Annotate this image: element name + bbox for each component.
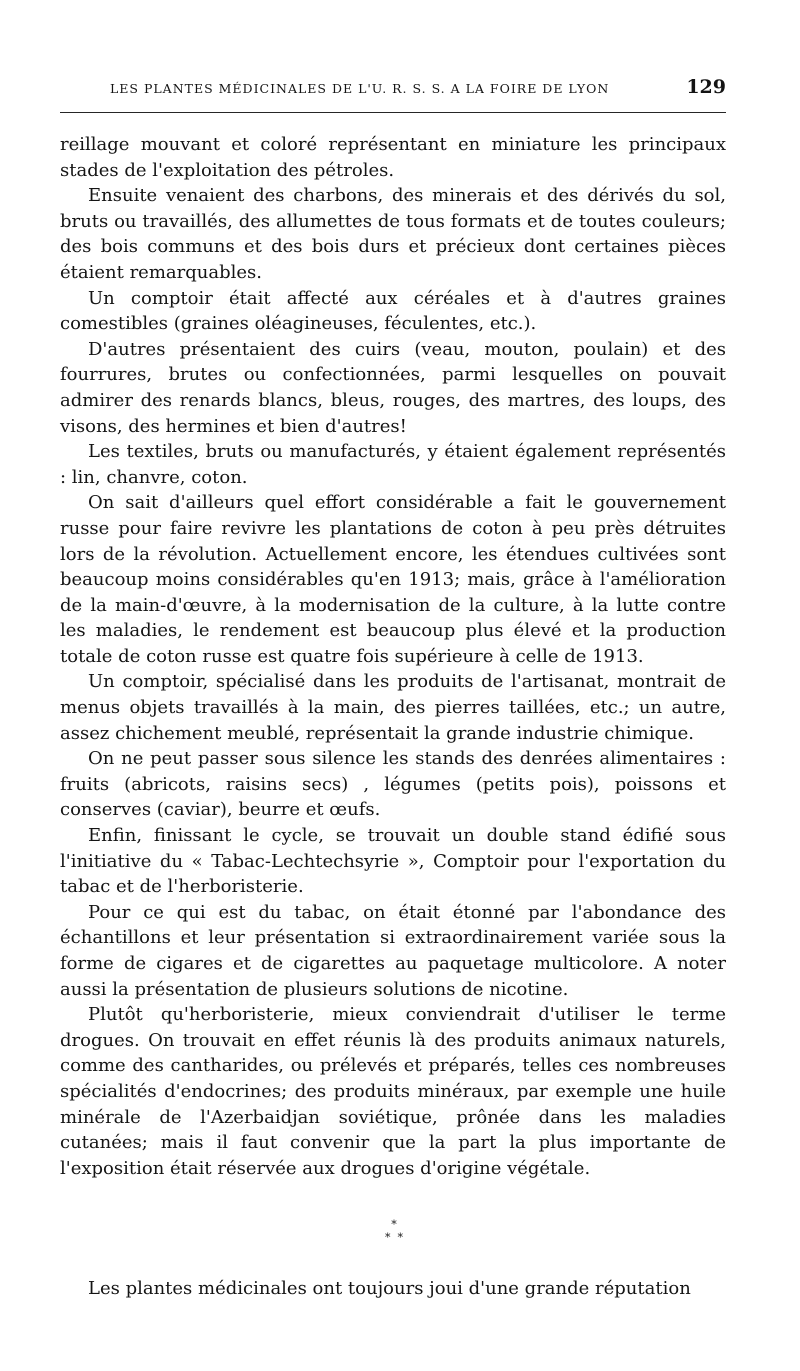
- running-head: [110, 76, 726, 106]
- paragraph-furs: D'autres présentaient des cuirs (veau, mouton, poulain) et des fourrures, brutes ou confectionnées, parmi lesquelles on pouvait admirer des renards blancs, bleus, rouges, des martres, des loups, des visons, des hermines et bien d'autres!: [60, 338, 726, 437]
- paragraph-cereals: Un comptoir était affecté aux céréales et à d'autres graines comestibles (graines oléagineuses, féculentes, etc.).: [60, 287, 726, 335]
- paragraph-crafts: Un comptoir, spécialisé dans les produits de l'artisanat, montrait de menus objets travaillés à la main, des pierres taillées, etc.; un autre, assez chichement meublé, représentait la grande industrie chimique.: [60, 671, 726, 744]
- running-title: LES PLANTES MÉDICINALES DE L'U. R. S. S. A LA FOIRE DE LYON: [110, 81, 610, 96]
- asterism-bottom: * *: [385, 1231, 403, 1244]
- asterism-top: *: [391, 1218, 397, 1231]
- body-text: [60, 132, 726, 1181]
- paragraph-textiles: Les textiles, bruts ou manufacturés, y étaient également représentés : lin, chanvre, coton.: [60, 441, 726, 488]
- closing-line: Les plantes médicinales ont toujours joui d'une grande réputation: [88, 1278, 691, 1299]
- paragraph-drugs: Plutôt qu'herboristerie, mieux conviendrait d'utiliser le terme drogues. On trouvait en effet réunis là des produits animaux naturels, comme des cantharides, ou prélevés et préparés, telles ces nombreuses spécialités d'endocrines; des produits minéraux, par exemple une huile minérale de l'Azerbaidjan soviétique, prônée dans les maladies cutanées; mais il faut convenir que la part la plus importante de l'exposition était réservée aux drogues d'origine végétale.: [60, 1004, 726, 1179]
- page-number: 129: [686, 76, 726, 98]
- header-rule: [60, 112, 726, 113]
- paragraph-continuation: reillage mouvant et coloré représentant en miniature les principaux stades de l'exploitation des pétroles.: [60, 134, 726, 181]
- paragraph-tobacco: Pour ce qui est du tabac, on était étonné par l'abondance des échantillons et leur présentation si extraordinairement variée sous la forme de cigares et de cigarettes au paquetage multicolore. A noter aussi la présentation de plusieurs solutions de nicotine.: [60, 901, 726, 1000]
- paragraph-foodstuffs: On ne peut passer sous silence les stands des denrées alimentaires : fruits (abricots, raisins secs) , légumes (petits pois), poissons et conserves (caviar), beurre et œufs.: [60, 748, 726, 821]
- paragraph-minerals: Ensuite venaient des charbons, des minerais et des dérivés du sol, bruts ou travaillés, des allumettes de tous formats et de toutes couleurs; des bois communs et des bois durs et précieux dont certaines pièces étaient remarquables.: [60, 185, 726, 283]
- paragraph-cotton: On sait d'ailleurs quel effort considérable a fait le gouvernement russe pour faire revivre les plantations de coton à peu près détruites lors de la révolution. Actuellement encore, les étendues cultivées sont beaucoup moins considérables qu'en 1913; mais, grâce à l'amélioration de la main-d'œuvre, à la modernisation de la culture, à la lutte contre les maladies, le rendement est beaucoup plus élevé et la production totale de coton russe est quatre fois supérieure à celle de 1913.: [60, 492, 726, 667]
- paragraph-tobacco-stand: Enfin, finissant le cycle, se trouvait un double stand édifié sous l'initiative du « Tabac-Lechtechsyrie », Comptoir pour l'exportation du tabac et de l'herboristerie.: [60, 825, 726, 898]
- section-asterism: [372, 1218, 416, 1254]
